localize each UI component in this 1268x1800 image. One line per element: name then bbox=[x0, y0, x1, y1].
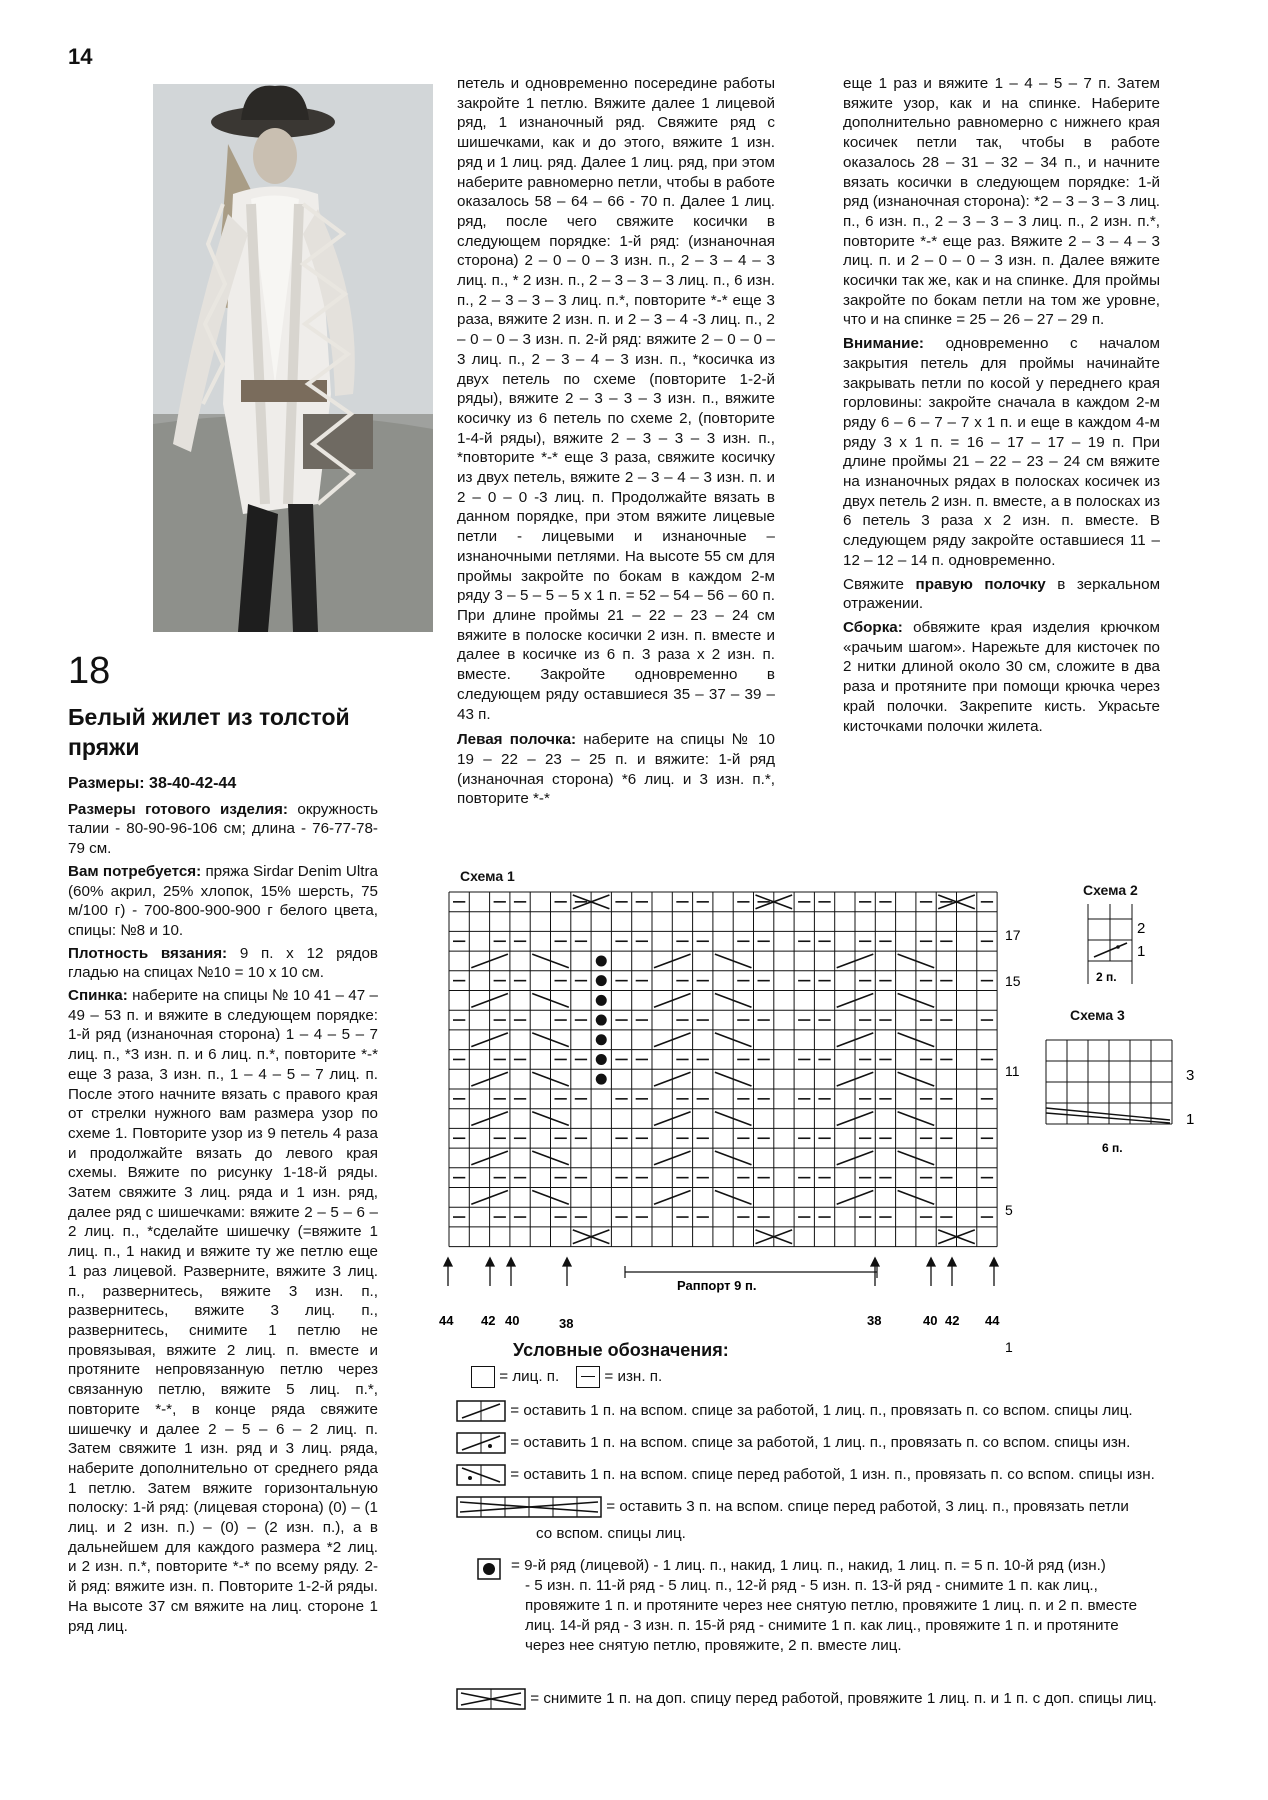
row-num-1: 1 bbox=[1005, 1339, 1013, 1355]
legend-cable-6-line2: со вспом. спицы лиц. bbox=[536, 1525, 686, 1542]
materials-paragraph bbox=[68, 862, 378, 941]
back-label: Спинка: bbox=[68, 987, 128, 1005]
back-text: наберите на спицы № 10 41 – 47 – 49 – 53 п. и вяжите в следующем порядке: 1-й ряд (изнаночная сторона) 1 – 4 – 5 – 7 лиц. п., *3 изн. п. и 6 лиц. п.*, повторите *-* еще 3 раза, 3 изн. п., 1 – 4 – 5 – 7 лиц. п. После этого начните вязать с правого края от стрелки нужного вам размера узор по схеме 1. Повторите узор из 9 петель 4 раза и продолжайте вязать до левого края схемы. Вяжите по рисунку 1-18-й ряды. Затем свяжите 3 лиц. ряда и 1 изн. ряд, далее ряд с шишечками: вяжите 2 – 5 – 6 – 2 лиц. п., *сделайте шишечку (=вяжите 1 лиц. п., 1 накид и вяжите ту же петлю еще 1 раз лицевой. Разверните, вяжите 3 лиц. п., развернитесь, вяжите 3 изн. п., развернитесь, вяжите 3 лиц. п., развернитесь, снимите 1 петлю не провязывая, вяжите 2 лиц. п. вместе и протяните непровязанную петлю через связанную петлю, вяжите 5 лиц. п.*, повторите *-*, в конце ряда свяжите шишечку и далее 2 – 5 – 6 – 2 лиц. п. Затем свяжите 1 изн. ряд и 3 лиц. ряда, наберите дополнительно от среднего ряда 1 петлю. Затем вяжите горизонтальную полоску: 1-й ряд: (лицевая сторона) (0) – (1 лиц. и 2 изн. п.) – (0) – (2 изн. п.), а в дальнейшем для каждого размера *2 лиц. и 2 изн. п.*, повторите *-* по всему ряду. 2-й ряд: вяжите изн. п. Повторите 1-2-й ряды. На высоте 37 см вяжите на лиц. стороне 1 ряд лиц. bbox=[68, 987, 378, 1635]
right-front-bold: правую полочку bbox=[915, 575, 1046, 593]
arrow-right-42: 42 bbox=[945, 1313, 960, 1328]
row-num-5: 5 bbox=[1005, 1202, 1013, 1218]
arrow-right-38: 38 bbox=[867, 1313, 882, 1328]
model-photo-illustration bbox=[153, 84, 433, 632]
scheme3-chart bbox=[1040, 1040, 1210, 1160]
attention-text: одновременно с началом закрытия петель для проймы начинайте закрывать петли по косой у переднего края горловины: закройте сначала в каждом 2-м ряду 6 – 6 – 7 – 7 х 1 п. и еще в каждом 4-м ряду 3 х 1 п. = 16 – 17 – 17 – 19 п. При длине проймы 21 – 22 – 23 – 24 см вяжите на изнаночных рядах в полосках косичек из двух петель 2 изн. п. вместе, а в полосках из 6 петель 3 раза х 2 изн. п. вместе. В следующем ряду закройте оставшиеся 11 – 12 – 12 – 14 п. одновременно. bbox=[843, 335, 1160, 569]
legend-cross-3-text: = оставить 1 п. на вспом. спице перед работой, 1 изн. п., провязать п. со вспом. спицы изн. bbox=[510, 1466, 1155, 1484]
finished-size-label: Размеры готового изделия: bbox=[68, 800, 288, 818]
scheme2-row-1: 1 bbox=[1137, 943, 1146, 960]
finished-size-paragraph bbox=[68, 800, 378, 859]
left-front-label: Левая полочка: bbox=[457, 731, 577, 749]
right-text: еще 1 раз и вяжите 1 – 4 – 5 – 7 п. Затем вяжите узор, как и на спинке. Наберите дополнительно равномерно с нижнего края косичек петли так, чтобы в работе оказалось 28 – 31 – 32 – 34 п., и начните вязать косички в следующем порядке: 1-й ряд (изнаночная сторона): *2 – 3 – 3 – 3 лиц. п., 6 изн. п., 2 – 3 – 3 – 3 лиц. п., 2 изн. п.*, повторите *-* еще раз. Вяжите 2 – 3 – 4 – 3 лиц. п. и 2 – 0 – 0 – 3 изн. п. Далее вяжите косички так же, как и на спинке. Для проймы закройте по бокам петли на том же уровне, что и на спинке = 25 – 26 – 27 – 29 п. bbox=[843, 75, 1160, 329]
row-num-15: 15 bbox=[1005, 973, 1021, 989]
legend-cross-2 bbox=[456, 1432, 1130, 1454]
row-num-17: 17 bbox=[1005, 927, 1021, 943]
arrow-left-40: 40 bbox=[505, 1313, 520, 1328]
scheme3-row-3: 3 bbox=[1186, 1067, 1195, 1084]
legend-title: Условные обозначения: bbox=[513, 1340, 729, 1360]
knit-symbol-icon bbox=[471, 1366, 495, 1388]
scheme1-label: Схема 1 bbox=[460, 868, 515, 884]
right-column bbox=[843, 74, 1160, 739]
legend-bobble-line-5: через нее снятую петлю, провяжите, 2 п. вместе лиц. bbox=[525, 1637, 902, 1654]
right-front-post: в зеркальном отражении. bbox=[843, 575, 1161, 613]
pattern-title: Белый жилет из толстой пряжи bbox=[68, 704, 350, 760]
legend-bobble-line-4: лиц. 14-й ряд - 3 изн. п. 15-й ряд - снимите 1 п. как лиц., провяжите 1 п. и протяните bbox=[525, 1617, 1119, 1634]
legend-purl-text: = изн. п. bbox=[604, 1368, 663, 1386]
row-num-11: 11 bbox=[1005, 1063, 1020, 1079]
scheme3-label: Схема 3 bbox=[1070, 1007, 1125, 1023]
left-column bbox=[68, 774, 378, 1639]
scheme2-chart bbox=[1080, 904, 1150, 994]
left-front-paragraph bbox=[457, 730, 775, 809]
purl-symbol-icon bbox=[576, 1366, 600, 1388]
middle-column bbox=[457, 74, 775, 812]
legend-cable-6 bbox=[456, 1496, 1129, 1518]
bobble-mark bbox=[596, 955, 607, 966]
gauge-text: 9 п. х 12 рядов гладью на спицах №10 = 10 х 10 см. bbox=[68, 944, 378, 982]
scheme2-row-2: 2 bbox=[1137, 920, 1146, 937]
sizes: Размеры: 38-40-42-44 bbox=[68, 775, 237, 792]
arrow-right-40: 40 bbox=[923, 1313, 938, 1328]
legend-knit-purl bbox=[471, 1366, 662, 1388]
legend-cross-1 bbox=[456, 1400, 1133, 1422]
gauge-paragraph bbox=[68, 944, 378, 983]
right-front-pre: Свяжите bbox=[843, 575, 916, 593]
cross-back-purl-icon bbox=[456, 1432, 506, 1454]
bobble-mark bbox=[596, 995, 607, 1006]
left-front-text: наберите на спицы № 10 19 – 22 – 23 – 25 п. и вяжите: 1-й ряд (изнаночная сторона) *6 лиц. и 3 изн. п.*, повторите *-* bbox=[457, 731, 775, 808]
bobble-mark bbox=[596, 975, 607, 986]
bobble-mark bbox=[596, 1034, 607, 1045]
legend-cross-1-text: = оставить 1 п. на вспом. спице за работой, 1 лиц. п., провязать п. со вспом. спицы лиц. bbox=[510, 1402, 1133, 1420]
scheme2-label: Схема 2 bbox=[1083, 882, 1138, 898]
gauge-label: Плотность вязания: bbox=[68, 944, 228, 962]
right-front-paragraph bbox=[843, 575, 1160, 614]
back-paragraph bbox=[68, 986, 378, 1636]
legend-cross-2-text: = оставить 1 п. на вспом. спице за работой, 1 лиц. п., провязать п. со вспом. спицы изн. bbox=[510, 1434, 1131, 1452]
attention-label: Внимание: bbox=[843, 335, 924, 353]
arrow-left-42: 42 bbox=[481, 1313, 496, 1328]
assembly-label: Сборка: bbox=[843, 618, 903, 636]
bobble-mark bbox=[596, 1054, 607, 1065]
finished-size-text: окружность талии - 80-90-96-106 см; длина - 76-77-78-79 см. bbox=[68, 800, 378, 858]
attention-paragraph bbox=[843, 334, 1160, 570]
model-photo bbox=[153, 84, 433, 632]
scheme2-stitches: 2 п. bbox=[1096, 970, 1117, 984]
materials-text: пряжа Sirdar Denim Ultra (60% акрил, 25% хлопок, 15% шерсть, 75 м/100 г) - 700-800-900-900 г белого цвета, спицы: №8 и 10. bbox=[68, 862, 378, 939]
arrow-left-44: 44 bbox=[439, 1313, 454, 1328]
rapport-label: Раппорт 9 п. bbox=[677, 1278, 757, 1293]
legend-knit-text: = лиц. п. bbox=[499, 1368, 560, 1386]
legend-bobble-line-1: = 9-й ряд (лицевой) - 1 лиц. п., накид, 1 лиц. п., накид, 1 лиц. п. = 5 п. 10-й ряд (изн.) bbox=[511, 1557, 1106, 1574]
bobble-icon bbox=[477, 1558, 501, 1580]
cable-six-icon bbox=[456, 1496, 602, 1518]
assembly-text: обвяжите края изделия крючком «рачьим шагом». Нарежьте для кисточек по 2 нитки длиной около 30 см, сложите в два раза и протяните при помощи крючка через край полочки. Закрепите кисть. Украсьте кисточками полочки жилета. bbox=[843, 618, 1160, 735]
cross-back-knit-icon bbox=[456, 1400, 506, 1422]
legend-cross-2st-text: = снимите 1 п. на доп. спицу перед работой, провяжите 1 лиц. п. и 1 п. с доп. спицы лиц. bbox=[530, 1690, 1157, 1708]
legend-bobble-line-2: - 5 изн. п. 11-й ряд - 5 лиц. п., 12-й ряд - 5 изн. п. 13-й ряд - снимите 1 п. как лиц., bbox=[525, 1577, 1098, 1594]
arrow-right-44: 44 bbox=[985, 1313, 1000, 1328]
pattern-number: 18 bbox=[68, 650, 111, 692]
scheme3-row-1: 1 bbox=[1186, 1111, 1195, 1128]
bobble-mark bbox=[596, 1015, 607, 1026]
cross-two-knit-icon bbox=[456, 1688, 526, 1710]
arrow-left-38: 38 bbox=[559, 1316, 574, 1331]
cross-front-purl-icon bbox=[456, 1464, 506, 1486]
legend-cross-3 bbox=[456, 1464, 1155, 1486]
legend-cable-6-text-a: = оставить 3 п. на вспом. спице перед работой, 3 лиц. п., провязать петли bbox=[606, 1498, 1129, 1516]
materials-label: Вам потребуется: bbox=[68, 862, 202, 880]
assembly-paragraph bbox=[843, 618, 1160, 736]
legend-bobble bbox=[477, 1556, 1197, 1656]
legend-bobble-line-3: провяжите 1 п. и протяните через нее снятую петлю, провяжите 1 лиц. п. и 2 п. вместе bbox=[525, 1597, 1138, 1614]
scheme3-stitches: 6 п. bbox=[1102, 1141, 1123, 1155]
legend-cross-2st bbox=[456, 1688, 1157, 1710]
page-number: 14 bbox=[68, 44, 93, 69]
bobble-mark bbox=[596, 1074, 607, 1085]
middle-text: петель и одновременно посередине работы закройте 1 петлю. Вяжите далее 1 лицевой ряд, 1 изнаночный ряд. Свяжите ряд с шишечками, как и до этого, вяжите 1 изн. ряд и 1 лиц. ряд. Далее 1 лиц. ряд, при этом наберите равномерно петли, чтобы в работе оказалось 58 – 64 – 66 - 70 п. Далее 1 лиц. ряд, после чего свяжите косички в следующем порядке: 1-й ряд: (изнаночная сторона) 2 – 0 – 0 – 3 изн. п., 2 – 3 – 4 – 3 лиц. п., * 2 изн. п., 2 – 3 – 3 – 3 лиц. п., 6 изн. п., 2 – 3 – 3 – 3 лиц. п.*, повторите *-* еще 3 раза, вяжите 2 изн. п. и 2 – 3 – 4 -3 лиц. п., 2 – 0 – 0 – 3 изн. п. 2-й ряд: вяжите 2 – 0 – 0 – 3 лиц. п., 2 – 3 – 4 – 3 изн. п., *косичка из двух петель по схеме (повторите 1-2-й ряды), вяжите 2 – 3 – 3 – 3 изн. п., вяжите косичку из 6 петель по схеме 2, (повторите 1-4-й ряды), вяжите 2 – 3 – 3 – 3 изн. п., *повторите *-* еще 3 раза, свяжите косичку из двух петель, вяжите 2 – 3 – 4 – 3 изн. п. и 2 – 0 – 0 -3 лиц. п. Продолжайте вязать в данном порядке, при этом вяжите лицевые петли - лицевыми и изнаночные – изнаночными петлями. На высоте 55 см для проймы закройте по бокам в каждом 2-м ряду 3 – 5 – 5 – 5 х 1 п. = 52 – 54 – 56 – 60 п. При длине проймы 21 – 22 – 23 – 24 см вяжите в полоске косички 2 изн. п. вместе и далее в косичке из 6 п. 3 раза х 2 изн. п. вместе. Закройте одновременно в следующем ряду оставшиеся 35 – 37 – 39 – 43 п. bbox=[457, 75, 775, 723]
